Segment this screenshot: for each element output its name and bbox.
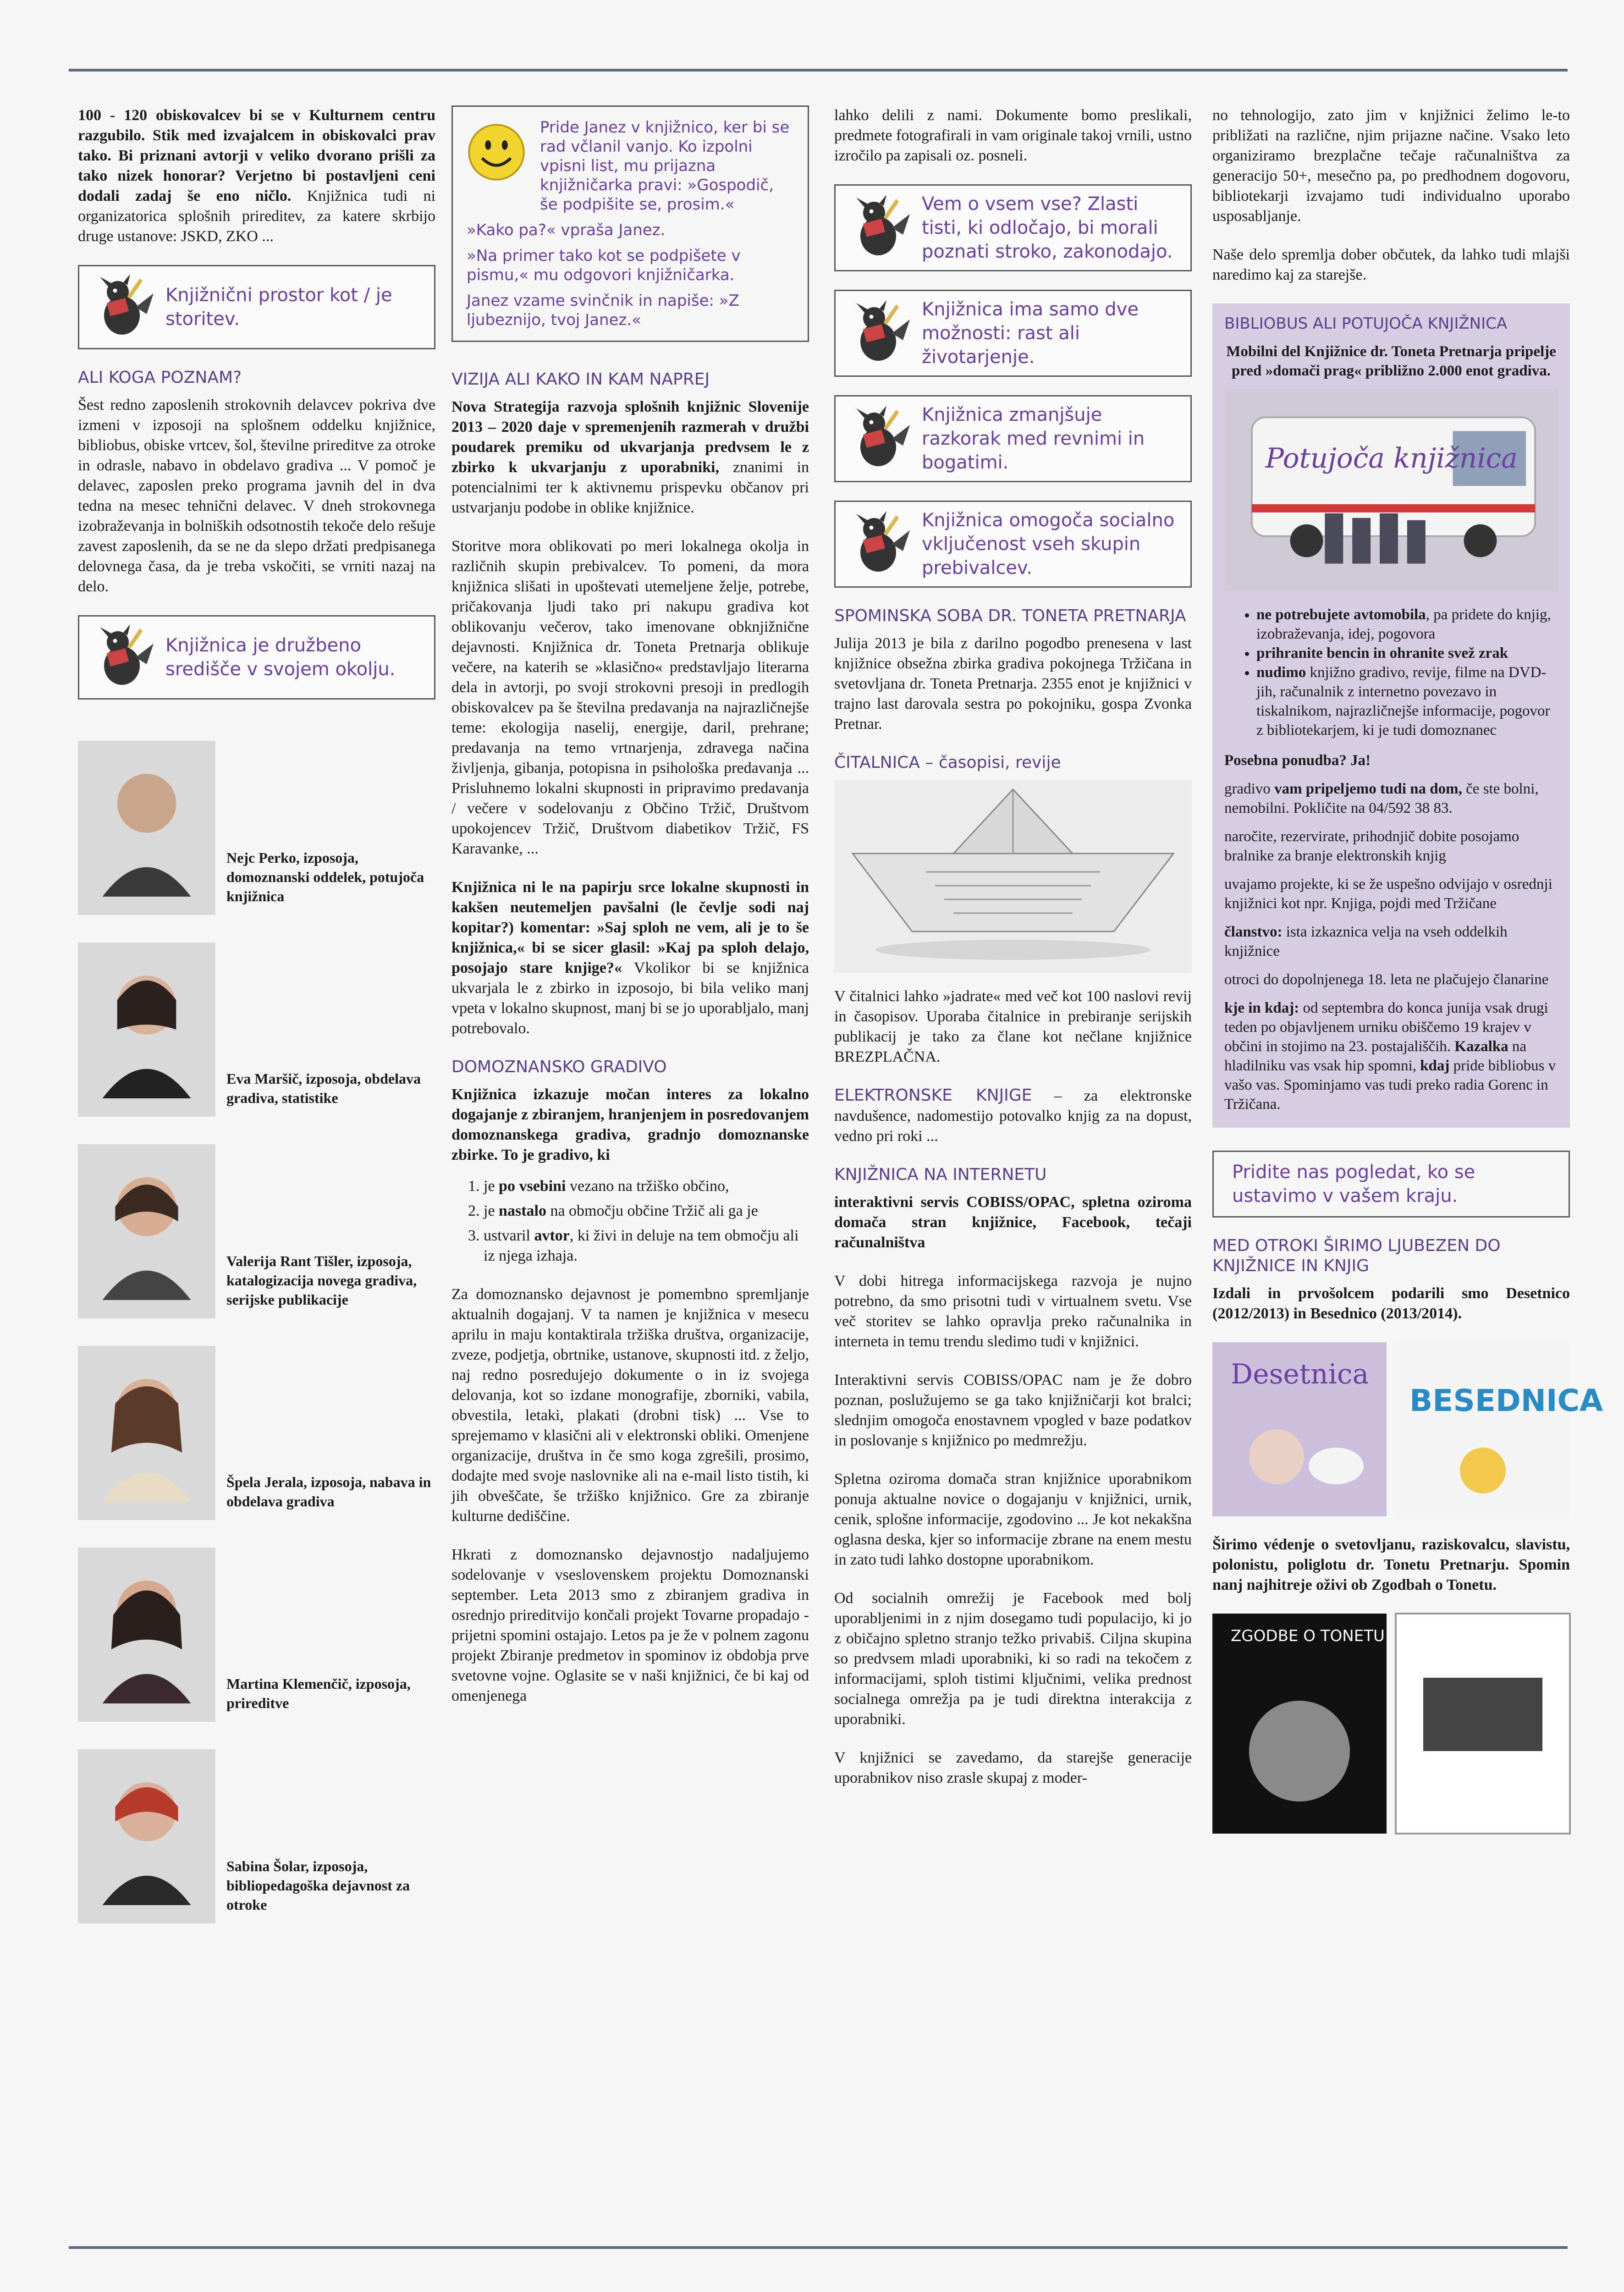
closing-paragraph: Naše delo spremlja dober občutek, da lahko tudi mlajši naredimo kaj za starejše. (1212, 246, 1570, 283)
bottom-rule (69, 2246, 1568, 2249)
dragon-reading-icon (844, 193, 913, 262)
svg-text:Potujoča knjižnica: Potujoča knjižnica (1265, 442, 1518, 475)
quote-box (834, 395, 1192, 482)
section-heading: DOMOZNANSKO GRADIVO (451, 1058, 667, 1076)
staff-caption: Valerija Rant Tišler, izposoja, katalogizacija novega gradiva, serijske publikacije (226, 1253, 417, 1308)
staff-caption: Sabina Šolar, izposoja, bibliopedagoška dejavnost za otroke (226, 1858, 410, 1913)
benefits-list (1224, 605, 1558, 740)
avatar (78, 1346, 215, 1520)
criteria-list (451, 1176, 809, 1266)
staff-member (78, 1144, 435, 1318)
besednica-cover (1396, 1342, 1603, 1516)
zgodbe-cover (1212, 1614, 1387, 1834)
quote-text: Knjižnica je družbeno središče v svojem okolju. (165, 635, 396, 680)
avatar (78, 741, 215, 915)
column-2 (451, 105, 809, 2243)
seniors-paragraph: V knjižnici se zavedamo, da starejše generacije uporabnikov niso zrasle skupaj z moder- (834, 1749, 1192, 1786)
joke-text: »Kako pa?« vpraša Janez. (467, 221, 666, 239)
joke-box (451, 105, 809, 342)
offer-item: gradivo vam pripeljemo tudi na dom, če ste bolni, nemobilni. Pokličite na 04/592 38 83. (1224, 781, 1539, 816)
smiley-icon (467, 122, 526, 182)
quote-text: Knjižnica zmanjšuje razkorak med revnimi in bogatimi. (922, 404, 1145, 473)
collection-paragraph: Za domoznansko dejavnost je pomembno spremljanje aktualnih dogajanj. V ta namen je knjižnica v mesecu aprilu in maju kontaktirala tržiška društva, organizacije, zveze, podjetja, obrtnike, ustanove, skupnosti itd. z željo, naj redno posredujejo dokumente o in iz svojega delovanja, kot so izdane monografije, zborniki, vabila, obvestila, letaki, plakati (drobni tisk) ... Vse to sprejemamo v klasični ali v elektronski obliki. Omenjene organizacije, društva in če smo koga zgrešili, prosimo, dodajte med svoje naslovnike ali na e-mail listo tistih, ki jih obveščate, še tržiško knjižnico. Gre za zbiranje kulturne dediščine. (451, 1286, 809, 1525)
bibliobus-photo (1224, 390, 1558, 591)
sidebar-title: BIBLIOBUS ALI POTUJOČA KNJIŽNICA (1224, 314, 1508, 333)
dragon-reading-icon (88, 623, 156, 692)
avatar (78, 1548, 215, 1722)
joke-text: Janez vzame svinčnik in napiše: »Z ljubeznijo, tvoj Janez.« (467, 292, 739, 329)
dragon-reading-icon (844, 299, 913, 368)
staff-member (78, 741, 435, 915)
facebook-paragraph: Od socialnih omrežij je Facebook med bolj uporabljenimi in z njim dosegamo tudi populacijo, ki jo z običajno spletno stranjo težko privabiš. Ciljna skupina so predvsem mladi uporabniki, ki so radi na tekočem z informacijami, sploh tistimi ključnimi, velika prednost socialnega omrežja pa je tudi direktna interakcija z uporabniki. (834, 1590, 1192, 1728)
top-rule (69, 69, 1568, 72)
section-heading: KNJIŽNICA NA INTERNETU (834, 1165, 1047, 1184)
services-paragraph: Storitve mora oblikovati po meri lokalnega okolja in različnih skupin prebivalcev. To pomeni, da mora knjižnica slišati in upoštevati utemeljene želje, potrebe, pričakovanja ljudi tako pri nakupu gradiva kot oblikovanju večerov, tako imenovane obknjižnične dejavnosti. Knjižnica dr. Toneta Pretnarja oblikuje večere, na katerih se »klasično« predstavljajo literarna dela in avtorji, po svoji strokovni presoji in predlogih obiskovalcev pa še številna predavanja na najrazličnejše teme: ekologija naselij, energije, daril, prehrane; predavanja na temo vrtnarjenja, zdravega načina življenja, gibanja, potopisna in psihološka predavanja ... Prisluhnemo lokalni skupnosti in pripravimo predavanja / večere v sodelovanju z Občino Tržič, Društvom upokojencev Tržič, Društvom diabetikov Tržič, FS Karavanke, ... (451, 538, 809, 857)
svg-text:Desetnica: Desetnica (1231, 1358, 1369, 1390)
svg-text:BESEDNICA: BESEDNICA (1409, 1383, 1603, 1418)
memorial-paragraph: Julija 2013 je bila z darilno pogodbo prenesena v last knjižnice obsežna zbirka gradiva pokojnega Tržičana in svetovljana dr. Toneta Pretnarja. 2355 enot je knjižnici v trajno last darovala sestra po pokojniku, gospa Zvonka Pretnar. (834, 635, 1192, 733)
offer-item: uvajamo projekte, ki se že uspešno odvijajo v osrednji knjižnici kot npr. Knjiga, pojdi med Tržičane (1224, 876, 1552, 912)
local-material-paragraph: Knjižnica izkazuje močan interes za lokalno dogajanje z zbiranjem, hranjenjem in posredovanjem domoznanskega gradiva, gradnjo domoznanske zbirke. To je gradivo, ki (451, 1086, 809, 1163)
staff-paragraph: Šest redno zaposlenih strokovnih delavcev pokriva dve izmeni v izposoji na splošnem oddelku knjižnice, bibliobus, obiske vrtcev, šol, številne prireditve za otroke in odrasle, nabavo in obdelavo gradiva ... V pomoč je delavec, zaposlen preko programa javnih del in dva tedna na mesec tehnični delavec. V dneh strokovnega izobraževanja in bolniških odsotnostih tekoče delo rešuje zavest zaposlenih, da se ne da slepo držati predpisanega delovnega časa, da je treba vskočiti, se vrniti nazaj na delo. (78, 397, 435, 595)
quote-box (834, 501, 1192, 588)
pretnar-books (1212, 1614, 1570, 1834)
section-heading: MED OTROKI ŠIRIMO LJUBEZEN DO KNJIŽNICE IN KNJIG (1212, 1236, 1501, 1275)
continued-paragraph: lahko delili z nami. Dokumente bomo preslikali, predmete fotografirali in vam originale takoj vrnili, ustno izročilo pa zapisali oz. posneli. (834, 107, 1192, 164)
community-paragraph: Knjižnica ni le na papirju srce lokalne skupnosti in kakšen neutemeljen pavšalni (le čevlje sodi naj kopitar?) komentar: »Saj sploh ne vem, ali je to še knjižnica,« bi se sicer glasil: »Kaj pa sploh delajo, posojajo stare knjige?« Vkolikor bi se knjižnica ukvarjala le z zbirko in izposojo, bi bila veliko manj vpeta v lokalno skupnost, manj bi se jo uporabljalo, manj potrebovalo. (451, 879, 809, 1037)
dragon-reading-icon (844, 510, 913, 579)
strategy-paragraph: Nova Strategija razvoja splošnih knjižnic Slovenije 2013 – 2020 daje v spremenjenih razmerah v družbi poudarek premiku od ukvarjanja predvsem le z zbirko k ukvarjanju z uporabniki, znanimi in potencialnimi ter k aktivnemu prispevku občanov pri ustvarjanju podobe in oblike knjižnice. (451, 398, 809, 516)
quote-box-space (78, 265, 435, 349)
quote-box (834, 184, 1192, 271)
section-heading: ALI KOGA POZNAM? (78, 368, 242, 387)
staff-caption: Eva Maršič, izposoja, obdelava gradiva, statistike (226, 1070, 421, 1106)
photo-book-cover (1396, 1614, 1570, 1834)
section-heading: SPOMINSKA SOBA DR. TONETA PRETNARJA (834, 606, 1186, 625)
staff-caption: Martina Klemenčič, izposoja, prireditve (226, 1675, 411, 1711)
staff-member (78, 1749, 435, 1923)
dragon-reading-icon (844, 404, 913, 473)
children-lead: Izdali in prvošolcem podarili smo Desetnico (2012/2013) in Besednico (2013/2014). (1212, 1285, 1570, 1322)
children-books (1212, 1342, 1603, 1516)
dragon-reading-icon (88, 273, 156, 342)
offer-item: članstvo: ista izkaznica velja na vseh oddelkih knjižnice (1224, 924, 1508, 959)
svg-text:ZGODBE O TONETU: ZGODBE O TONETU (1231, 1627, 1385, 1645)
column-4 (1212, 105, 1603, 2243)
continued-paragraph: no tehnologijo, zato jim v knjižnici želimo le-to približati na različne, njim prijazne načine. Vsako leto organiziramo brezplačne tečaje računalništva za generacijo 50+, mesečno pa, po predhodnem dogovoru, bibliotekarji izvajamo tudi individualno uporabo usposabljanje. (1212, 107, 1570, 225)
quote-box-center (78, 615, 435, 700)
opac-paragraph: Interaktivni servis COBISS/OPAC nam je že dobro poznan, poslužujemo se ga tako knjižničarji kot bralci; slednjim omogoča enostavnem vpogled v baze podatkov in poslovanje s knjižnico po medmrežju. (834, 1372, 1192, 1449)
joke-text: »Na primer tako kot se podpišete v pismu,« mu odgovori knjižničarka. (467, 247, 741, 284)
list-item: 1. je po vsebini vezano na tržiško občino, (484, 1176, 809, 1196)
joke-text: Pride Janez v knjižnico, ker bi se rad včlanil vanjo. Ko izpolni vpisni list, mu prijazna knjižničarka pravi: »Gospodič, še podpišite se, prosim.« (540, 118, 790, 214)
column-3 (834, 105, 1192, 2243)
internet-lead: interaktivni servis COBISS/OPAC, spletna oziroma domača stran knjižnice, Facebook, tečaji računalništva (834, 1194, 1192, 1251)
project-paragraph: Hkrati z domoznansko dejavnostjo nadaljujemo sodelovanje v vseslovenskem projektu Domoznanski september. Leta 2013 smo z zbiranjem gradiva in osrednjo prireditvijo končali projekt Tovarne propadajo - prijetni spomini ostajajo. Letos pa je že v polnem zagonu projekt Zbiranje predmetov in spominov iz obdobja prve svetovne vojne. Oglasite se v naši knjižnici, če bi kaj od omenjenega (451, 1546, 809, 1704)
avatar (78, 1749, 215, 1923)
offer-item: kje in kdaj: od septembra do konca junija vsak drugi teden po objavljenem urniku obiščemo 19 krajev v občini in stojimo na 23. postajališčih. Kazalka na hladilniku vas vsak hip spomni, kdaj pride bibliobus v vašo vas. Spominjamo vas tudi preko radia Gorenc in Tržičana. (1224, 1000, 1556, 1113)
staff-member (78, 942, 435, 1117)
offer-item: naročite, rezervirate, prihodnjič dobite posojamo bralnike za branje elektronskih knjig (1224, 828, 1519, 864)
bibliobus-sidebar (1212, 303, 1570, 1128)
quote-text: Knjižnični prostor kot / je storitev. (165, 285, 392, 330)
list-item: 3. ustvaril avtor, ki živi in deluje na tem območju ali iz njega izhaja. (484, 1226, 809, 1266)
list-item: • prihranite bencin in ohranite svež zrak (1256, 644, 1558, 663)
staff-caption: Špela Jerala, izposoja, nabava in obdelava gradiva (226, 1474, 431, 1510)
quote-text: Knjižnica ima samo dve možnosti: rast ali životarjenje. (922, 299, 1139, 368)
column-1 (78, 105, 435, 2243)
intro-paragraph: 100 - 120 obiskovalcev bi se v Kulturnem centru razgubilo. Stik med izvajalcem in obiskovalci prav tako. Bi priznani avtorji v veliko dvorano prišli za tako nizek honorar? Verjetno bi postavljeni ceni dodali zadaj še eno ničlo. Knjižnica tudi ni organizatorica splošnih prireditev, za katere skrbijo druge ustanove: JSKD, ZKO ... (78, 107, 435, 245)
quote-text: Vem o vsem vse? Zlasti tisti, ki odločajo, bi morali poznati stroko, zakonodajo. (922, 193, 1173, 262)
section-heading: ČITALNICA – časopisi, revije (834, 753, 1061, 772)
list-item: 2. je nastalo na območju občine Tržič ali ga je (484, 1201, 809, 1221)
pretnar-paragraph: Širimo védenje o svetovljanu, raziskovalcu, slavistu, polonistu, poliglotu dr. Tonetu Pretnarju. Spomin nanj najhitreje oživi ob Zgodbah o Tonetu. (1212, 1536, 1570, 1593)
reading-room-paragraph: V čitalnici lahko »jadrate« med več kot 100 naslovi revij in časopisov. Uporaba čitalnice in prebiranje serijskih publikacij je tako za člane kot nečlane knjižnice BREZPLAČNA. (834, 988, 1192, 1065)
offer-item: otroci do dopolnjenega 18. leta ne plačujejo članarine (1224, 971, 1549, 988)
desetnica-cover (1212, 1342, 1387, 1516)
staff-member (78, 1548, 435, 1722)
offer-heading: Posebna ponudba? Ja! (1224, 752, 1371, 769)
website-paragraph: Spletna oziroma domača stran knjižnice uporabnikom ponuja aktualne novice o dogajanju v knjižnici, urnik, cenik, splošne informacije, zgodovino ... Je kot nekakšna oglasna deska, kjer so informacije zbrane na enem mestu in zato tudi lahko dostopne uporabnikom. (834, 1471, 1192, 1568)
avatar (78, 942, 215, 1117)
visit-box: Pridite nas pogledat, ko se ustavimo v vašem kraju. (1212, 1151, 1570, 1218)
list-item: • nudimo knjižno gradivo, revije, filme na DVD-jih, računalnik z internetno povezavo in tiskalnikom, najrazličnejše informacije, pogovor z bibliotekarjem, ki je tudi domoznanec (1256, 663, 1558, 740)
staff-caption: Nejc Perko, izposoja, domoznanski oddelek, potujoča knjižnica (226, 849, 424, 904)
staff-member (78, 1346, 435, 1520)
avatar (78, 1144, 215, 1318)
paper-boat-image (834, 780, 1192, 973)
quote-text: Knjižnica omogoča socialno vključenost vseh skupin prebivalcev. (922, 510, 1175, 579)
section-heading: VIZIJA ALI KAKO IN KAM NAPREJ (451, 370, 710, 389)
sidebar-lead: Mobilni del Knjižnice dr. Toneta Pretnarja pripelje pred »domači prag« približno 2.000 enot gradiva. (1226, 343, 1556, 379)
ebooks-paragraph: ELEKTRONSKE KNJIGE – za elektronske navdušence, nadomestijo potovalko knjig za na dopust, vedno pri roki ... (834, 1086, 1192, 1145)
internet-paragraph: V dobi hitrega informacijskega razvoja je nujno potrebno, da smo prisotni tudi v virtualnem svetu. Vse več storitev se lahko opravlja preko računalnika in interneta in temu trendu sledimo tudi v knjižnici. (834, 1273, 1192, 1350)
list-item: • ne potrebujete avtomobila, pa pridete do knjig, izobraževanja, idej, pogovora (1256, 605, 1558, 644)
quote-box (834, 290, 1192, 377)
